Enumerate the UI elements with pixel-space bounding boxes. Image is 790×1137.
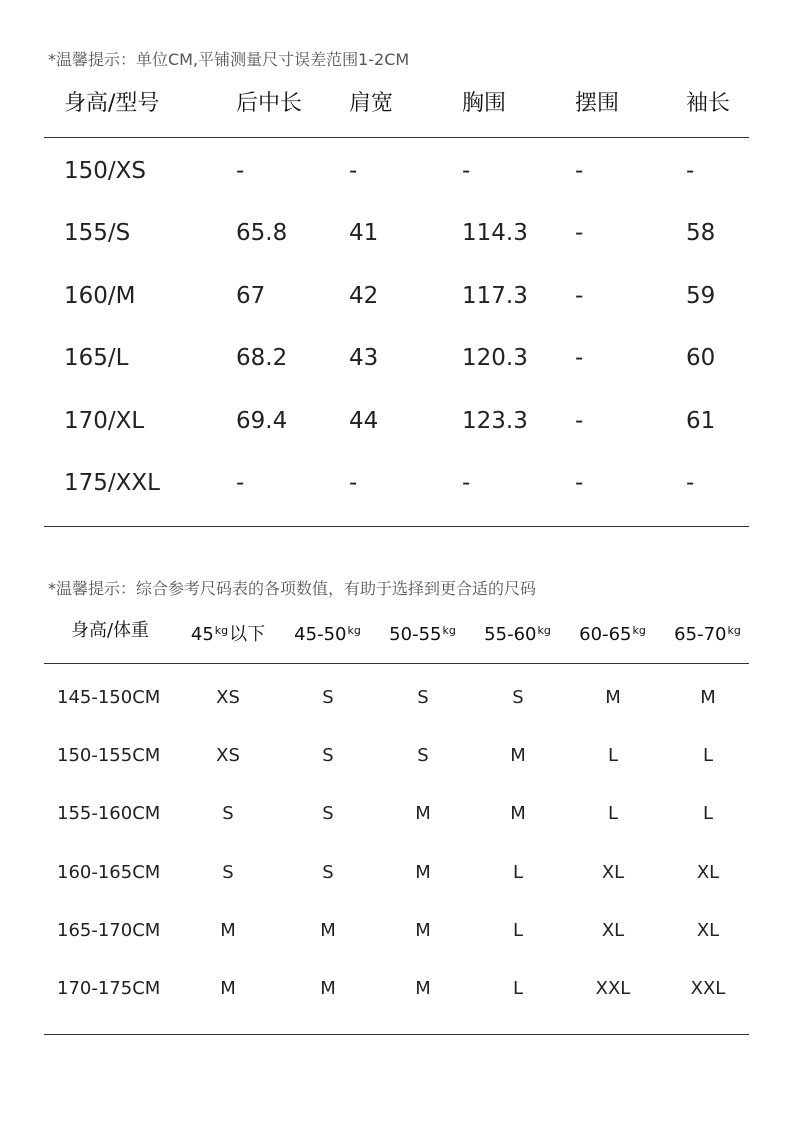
- table-cell: S: [222, 803, 234, 824]
- table-cell: -: [575, 220, 584, 246]
- table-cell: 42: [349, 283, 379, 309]
- table-cell: M: [415, 978, 431, 999]
- table-row: [0, 853, 790, 893]
- header-height-model: 身高/型号: [64, 91, 160, 116]
- table-cell: 150-155CM: [57, 745, 161, 766]
- table-cell: XL: [696, 920, 720, 941]
- table-cell: M: [415, 803, 431, 824]
- header-text: 60-65: [579, 624, 632, 645]
- table-cell: L: [702, 745, 714, 766]
- table-cell: 165-170CM: [57, 920, 161, 941]
- table-cell: 41: [349, 220, 379, 246]
- table-cell: M: [510, 745, 526, 766]
- table-row: [0, 911, 790, 951]
- table-cell: S: [417, 687, 429, 708]
- table-cell: 160-165CM: [57, 862, 161, 883]
- table-row: [0, 463, 790, 503]
- table-row: [0, 736, 790, 776]
- table-cell: -: [575, 283, 584, 309]
- size-chart-header-divider: [44, 137, 749, 138]
- kg-unit: kg: [727, 624, 741, 637]
- table-cell: S: [417, 745, 429, 766]
- table-cell: 58: [686, 220, 716, 246]
- table-cell: M: [415, 862, 431, 883]
- table-cell: L: [512, 920, 524, 941]
- table-row: [0, 338, 790, 378]
- table-cell: 170/XL: [64, 408, 145, 434]
- reference-chart-bottom-divider: [44, 1034, 749, 1035]
- table-cell: M: [220, 920, 236, 941]
- table-row: [0, 213, 790, 253]
- table-row: [0, 678, 790, 718]
- table-cell: S: [512, 687, 524, 708]
- header-weight-range: [294, 611, 362, 651]
- table-row: [0, 276, 790, 316]
- table-cell: -: [462, 158, 471, 184]
- kg-unit: kg: [347, 624, 361, 637]
- table-cell: L: [607, 803, 619, 824]
- table-cell: -: [575, 470, 584, 496]
- table-cell: 170-175CM: [57, 978, 161, 999]
- table-cell: -: [575, 158, 584, 184]
- table-row: [0, 401, 790, 441]
- table-cell: M: [320, 920, 336, 941]
- table-cell: M: [700, 687, 716, 708]
- kg-unit: kg: [442, 624, 456, 637]
- table-cell: 145-150CM: [57, 687, 161, 708]
- table-cell: 114.3: [462, 220, 528, 246]
- table-cell: S: [322, 687, 334, 708]
- table-cell: 160/M: [64, 283, 136, 309]
- table-cell: 165/L: [64, 345, 129, 371]
- table-cell: XXL: [595, 978, 631, 999]
- table-cell: -: [686, 470, 695, 496]
- table-cell: 155/S: [64, 220, 131, 246]
- table-cell: -: [349, 470, 358, 496]
- table-row: [0, 151, 790, 191]
- table-cell: M: [510, 803, 526, 824]
- table-row: [0, 969, 790, 1009]
- table-cell: S: [322, 803, 334, 824]
- table-cell: M: [415, 920, 431, 941]
- table-cell: 67: [236, 283, 266, 309]
- table-cell: XL: [601, 862, 625, 883]
- kg-unit: kg: [632, 624, 646, 637]
- header-text: 以下: [229, 624, 266, 645]
- reference-chart-header-divider: [44, 663, 749, 664]
- table-cell: 69.4: [236, 408, 288, 434]
- table-cell: 150/XS: [64, 158, 147, 184]
- table-cell: M: [320, 978, 336, 999]
- header-weight-range: [191, 611, 265, 651]
- table-cell: L: [512, 978, 524, 999]
- table-cell: XS: [216, 745, 240, 766]
- table-cell: 61: [686, 408, 716, 434]
- header-text: 45: [190, 624, 214, 645]
- table-cell: -: [462, 470, 471, 496]
- header-text: 45-50: [294, 624, 347, 645]
- table-cell: 155-160CM: [57, 803, 161, 824]
- header-sleeve: 袖长: [686, 91, 731, 116]
- table-cell: XL: [696, 862, 720, 883]
- table-cell: 60: [686, 345, 716, 371]
- table-cell: 59: [686, 283, 716, 309]
- table-cell: -: [575, 345, 584, 371]
- table-cell: L: [702, 803, 714, 824]
- table-cell: L: [607, 745, 619, 766]
- table-cell: -: [236, 158, 245, 184]
- table-cell: -: [349, 158, 358, 184]
- table-cell: -: [575, 408, 584, 434]
- table-cell: 117.3: [462, 283, 528, 309]
- table-cell: 68.2: [236, 345, 288, 371]
- table-cell: M: [220, 978, 236, 999]
- header-text: 65-70: [674, 624, 727, 645]
- header-text: 50-55: [389, 624, 442, 645]
- size-chart-bottom-divider: [44, 526, 749, 527]
- header-height-weight: [71, 611, 149, 651]
- table-cell: XS: [216, 687, 240, 708]
- table-cell: S: [322, 862, 334, 883]
- table-cell: XL: [601, 920, 625, 941]
- table-cell: 120.3: [462, 345, 528, 371]
- header-weight-range: [389, 611, 457, 651]
- table-cell: 175/XXL: [64, 470, 160, 496]
- size-chart-header-row: [0, 84, 790, 124]
- size-chart-note: *温馨提示：单位CM,平铺测量尺寸误差范围1-2CM: [48, 50, 410, 69]
- header-back-length: 后中长: [236, 91, 303, 116]
- table-cell: -: [236, 470, 245, 496]
- table-cell: XXL: [690, 978, 726, 999]
- table-cell: -: [686, 158, 695, 184]
- table-cell: M: [605, 687, 621, 708]
- header-text: 身高/体重: [70, 620, 150, 641]
- header-text: 55-60: [484, 624, 537, 645]
- table-row: [0, 794, 790, 834]
- kg-unit: kg: [214, 624, 229, 637]
- table-cell: 65.8: [236, 220, 288, 246]
- reference-chart-note: *温馨提示：综合参考尺码表的各项数值，有助于选择到更合适的尺码: [48, 579, 537, 598]
- table-cell: S: [322, 745, 334, 766]
- reference-chart-header-row: [0, 611, 790, 651]
- table-cell: 43: [349, 345, 379, 371]
- header-hem: 摆围: [575, 91, 620, 116]
- header-chest: 胸围: [462, 91, 507, 116]
- header-weight-range: [484, 611, 552, 651]
- header-shoulder: 肩宽: [349, 91, 394, 116]
- table-cell: S: [222, 862, 234, 883]
- kg-unit: kg: [537, 624, 551, 637]
- header-weight-range: [674, 611, 742, 651]
- table-cell: 123.3: [462, 408, 528, 434]
- header-weight-range: [579, 611, 647, 651]
- table-cell: L: [512, 862, 524, 883]
- table-cell: 44: [349, 408, 379, 434]
